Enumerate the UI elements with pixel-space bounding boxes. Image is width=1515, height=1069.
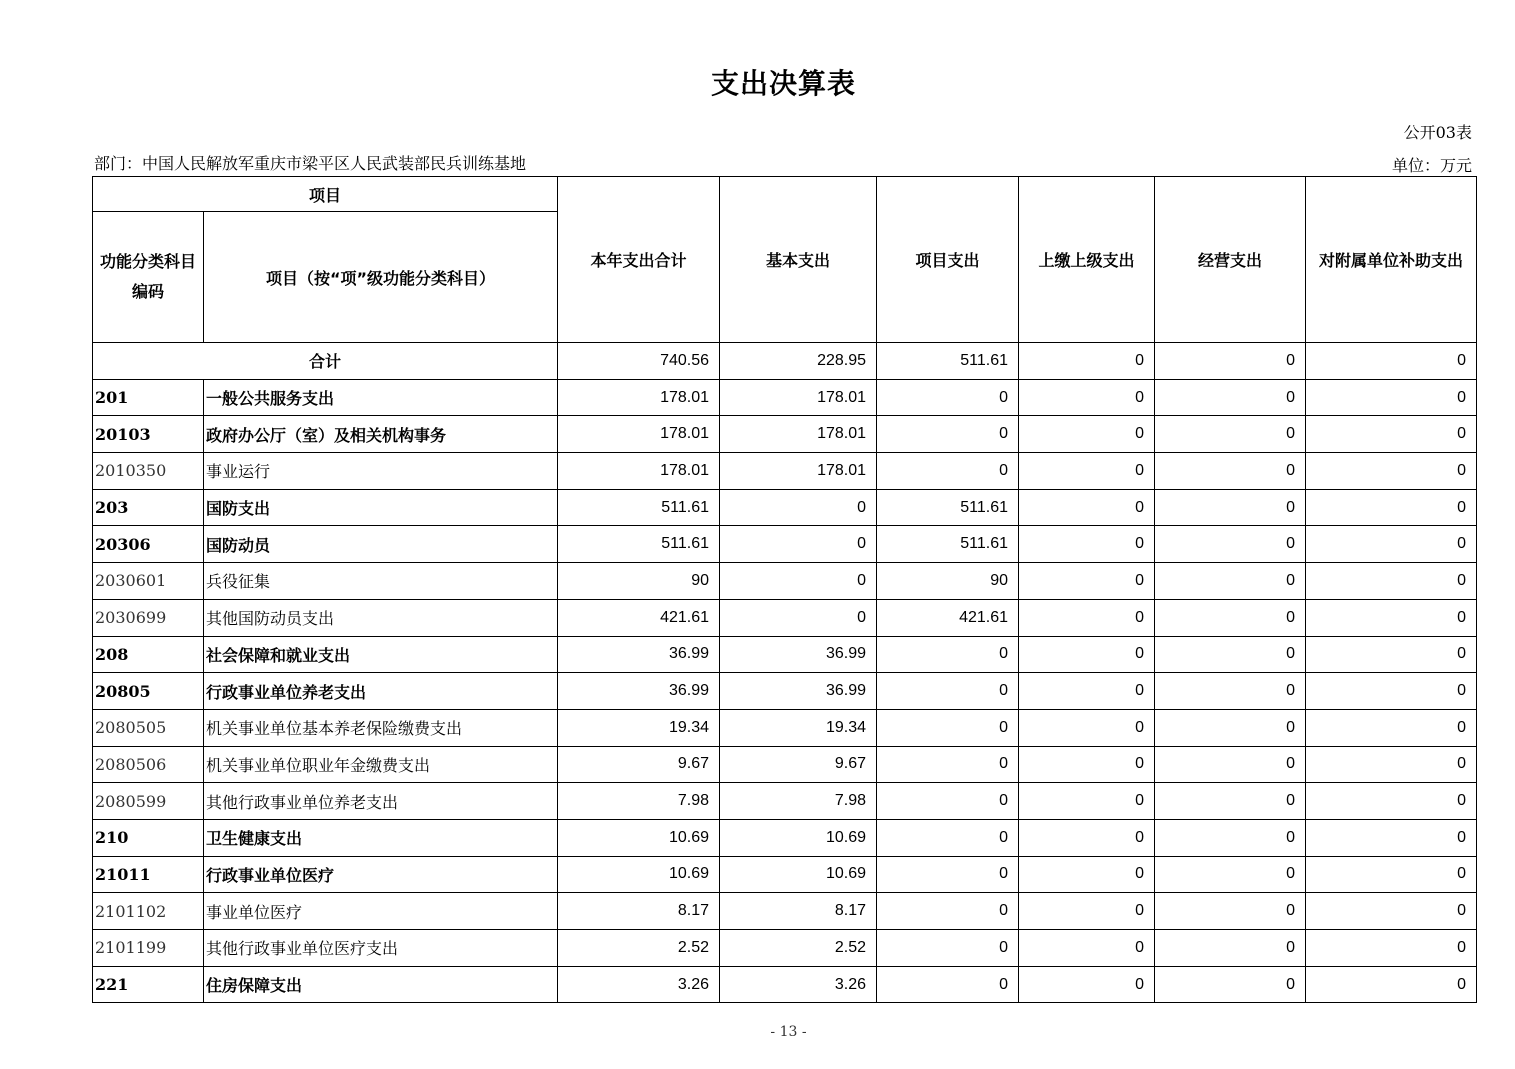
header-project: 项目 — [93, 177, 558, 212]
subsidy-cell: 0 — [1306, 746, 1477, 783]
business-cell: 0 — [1155, 599, 1306, 636]
upper-level-cell: 0 — [1019, 379, 1155, 416]
basic-cell: 9.67 — [720, 746, 877, 783]
function-code-cell: 2080599 — [93, 783, 204, 820]
project-expenditure-cell: 0 — [877, 709, 1019, 746]
business-cell: 0 — [1155, 966, 1306, 1003]
function-code-cell: 2080506 — [93, 746, 204, 783]
subsidy-cell: 0 — [1306, 709, 1477, 746]
page-title: 支出决算表 — [710, 67, 856, 100]
table-row — [93, 930, 1477, 967]
basic-cell: 228.95 — [720, 343, 877, 380]
subsidy-cell: 0 — [1306, 893, 1477, 930]
project-expenditure-cell: 0 — [877, 746, 1019, 783]
total-cell: 7.98 — [558, 783, 720, 820]
header-upper-level: 上缴上级支出 — [1019, 177, 1155, 343]
project-expenditure-cell: 0 — [877, 453, 1019, 490]
function-code-cell: 2080505 — [93, 709, 204, 746]
item-name-cell: 政府办公厅（室）及相关机构事务 — [204, 416, 558, 453]
item-name-cell: 行政事业单位医疗 — [204, 856, 558, 893]
item-name-cell: 其他国防动员支出 — [204, 599, 558, 636]
function-code-cell: 210 — [93, 819, 204, 856]
upper-level-cell: 0 — [1019, 709, 1155, 746]
function-code-cell: 20103 — [93, 416, 204, 453]
basic-cell: 0 — [720, 599, 877, 636]
function-code-cell: 201 — [93, 379, 204, 416]
function-code-cell: 208 — [93, 636, 204, 673]
item-name-cell: 国防支出 — [204, 489, 558, 526]
subsidy-cell: 0 — [1306, 930, 1477, 967]
subsidy-cell: 0 — [1306, 379, 1477, 416]
function-code-cell: 203 — [93, 489, 204, 526]
subsidy-cell: 0 — [1306, 966, 1477, 1003]
function-code-cell: 2101199 — [93, 930, 204, 967]
upper-level-cell: 0 — [1019, 856, 1155, 893]
upper-level-cell: 0 — [1019, 599, 1155, 636]
table-row — [93, 966, 1477, 1003]
table-row — [93, 453, 1477, 490]
total-cell: 511.61 — [558, 489, 720, 526]
upper-level-cell: 0 — [1019, 783, 1155, 820]
subsidy-cell: 0 — [1306, 673, 1477, 710]
business-cell: 0 — [1155, 893, 1306, 930]
table-row — [93, 709, 1477, 746]
item-name-cell: 事业运行 — [204, 453, 558, 490]
function-code-cell: 21011 — [93, 856, 204, 893]
page-number: - 13 - — [770, 1024, 807, 1040]
table-row — [93, 783, 1477, 820]
item-name-cell: 机关事业单位基本养老保险缴费支出 — [204, 709, 558, 746]
subsidy-cell: 0 — [1306, 856, 1477, 893]
project-expenditure-cell: 0 — [877, 636, 1019, 673]
table-row — [93, 379, 1477, 416]
subsidy-cell: 0 — [1306, 819, 1477, 856]
basic-cell: 10.69 — [720, 856, 877, 893]
total-cell: 10.69 — [558, 819, 720, 856]
project-expenditure-cell: 90 — [877, 563, 1019, 600]
subsidy-cell: 0 — [1306, 783, 1477, 820]
business-cell: 0 — [1155, 416, 1306, 453]
basic-cell: 3.26 — [720, 966, 877, 1003]
header-function-code: 功能分类科目编码 — [93, 212, 204, 343]
table-row — [93, 416, 1477, 453]
total-cell: 178.01 — [558, 416, 720, 453]
basic-cell: 2.52 — [720, 930, 877, 967]
table-body — [93, 343, 1477, 1003]
total-cell: 36.99 — [558, 636, 720, 673]
total-cell: 421.61 — [558, 599, 720, 636]
project-expenditure-cell: 0 — [877, 856, 1019, 893]
header-project-expenditure: 项目支出 — [877, 177, 1019, 343]
project-expenditure-cell: 0 — [877, 930, 1019, 967]
header-project-name: 项目（按“项”级功能分类科目） — [204, 212, 558, 343]
upper-level-cell: 0 — [1019, 673, 1155, 710]
upper-level-cell: 0 — [1019, 930, 1155, 967]
project-expenditure-cell: 0 — [877, 893, 1019, 930]
basic-cell: 178.01 — [720, 379, 877, 416]
subsidy-cell: 0 — [1306, 453, 1477, 490]
project-expenditure-cell: 0 — [877, 966, 1019, 1003]
table-row — [93, 599, 1477, 636]
department-label: 部门：中国人民解放军重庆市梁平区人民武装部民兵训练基地 — [94, 154, 527, 173]
business-cell: 0 — [1155, 746, 1306, 783]
item-name-cell: 兵役征集 — [204, 563, 558, 600]
upper-level-cell: 0 — [1019, 966, 1155, 1003]
function-code-cell: 221 — [93, 966, 204, 1003]
table-row — [93, 489, 1477, 526]
basic-cell: 10.69 — [720, 819, 877, 856]
upper-level-cell: 0 — [1019, 343, 1155, 380]
business-cell: 0 — [1155, 709, 1306, 746]
business-cell: 0 — [1155, 819, 1306, 856]
basic-cell: 0 — [720, 526, 877, 563]
item-name-cell: 其他行政事业单位养老支出 — [204, 783, 558, 820]
item-name-cell: 一般公共服务支出 — [204, 379, 558, 416]
basic-cell: 0 — [720, 563, 877, 600]
table-row — [93, 893, 1477, 930]
header-business: 经营支出 — [1155, 177, 1306, 343]
upper-level-cell: 0 — [1019, 636, 1155, 673]
item-name-cell: 卫生健康支出 — [204, 819, 558, 856]
table-row — [93, 819, 1477, 856]
business-cell: 0 — [1155, 636, 1306, 673]
basic-cell: 0 — [720, 489, 877, 526]
table-row — [93, 856, 1477, 893]
total-label: 合计 — [93, 343, 558, 380]
item-name-cell: 国防动员 — [204, 526, 558, 563]
function-code-cell: 2030699 — [93, 599, 204, 636]
basic-cell: 8.17 — [720, 893, 877, 930]
item-name-cell: 其他行政事业单位医疗支出 — [204, 930, 558, 967]
header-basic: 基本支出 — [720, 177, 877, 343]
function-code-cell: 2030601 — [93, 563, 204, 600]
item-name-cell: 事业单位医疗 — [204, 893, 558, 930]
function-code-cell: 2010350 — [93, 453, 204, 490]
business-cell: 0 — [1155, 453, 1306, 490]
business-cell: 0 — [1155, 856, 1306, 893]
business-cell: 0 — [1155, 526, 1306, 563]
total-cell: 511.61 — [558, 526, 720, 563]
basic-cell: 178.01 — [720, 416, 877, 453]
project-expenditure-cell: 0 — [877, 673, 1019, 710]
project-expenditure-cell: 0 — [877, 379, 1019, 416]
business-cell: 0 — [1155, 783, 1306, 820]
project-expenditure-cell: 0 — [877, 416, 1019, 453]
upper-level-cell: 0 — [1019, 563, 1155, 600]
basic-cell: 178.01 — [720, 453, 877, 490]
item-name-cell: 住房保障支出 — [204, 966, 558, 1003]
upper-level-cell: 0 — [1019, 526, 1155, 563]
function-code-cell: 20306 — [93, 526, 204, 563]
total-cell: 740.56 — [558, 343, 720, 380]
subsidy-cell: 0 — [1306, 343, 1477, 380]
total-cell: 3.26 — [558, 966, 720, 1003]
total-cell: 8.17 — [558, 893, 720, 930]
project-expenditure-cell: 0 — [877, 783, 1019, 820]
function-code-cell: 20805 — [93, 673, 204, 710]
unit-label: 单位：万元 — [1391, 156, 1472, 175]
subsidy-cell: 0 — [1306, 636, 1477, 673]
table-row — [93, 673, 1477, 710]
item-name-cell: 机关事业单位职业年金缴费支出 — [204, 746, 558, 783]
basic-cell: 7.98 — [720, 783, 877, 820]
table-row — [93, 563, 1477, 600]
subsidy-cell: 0 — [1306, 416, 1477, 453]
business-cell: 0 — [1155, 930, 1306, 967]
table-code: 公开03表 — [1403, 123, 1472, 142]
upper-level-cell: 0 — [1019, 746, 1155, 783]
table-row — [93, 636, 1477, 673]
project-expenditure-cell: 511.61 — [877, 489, 1019, 526]
basic-cell: 36.99 — [720, 673, 877, 710]
total-cell: 90 — [558, 563, 720, 600]
expenditure-table — [92, 176, 1477, 1003]
project-expenditure-cell: 511.61 — [877, 343, 1019, 380]
total-cell: 2.52 — [558, 930, 720, 967]
upper-level-cell: 0 — [1019, 819, 1155, 856]
business-cell: 0 — [1155, 489, 1306, 526]
total-row — [93, 343, 1477, 380]
total-cell: 10.69 — [558, 856, 720, 893]
business-cell: 0 — [1155, 343, 1306, 380]
total-cell: 178.01 — [558, 379, 720, 416]
business-cell: 0 — [1155, 673, 1306, 710]
business-cell: 0 — [1155, 563, 1306, 600]
business-cell: 0 — [1155, 379, 1306, 416]
subsidy-cell: 0 — [1306, 526, 1477, 563]
header-total: 本年支出合计 — [558, 177, 720, 343]
upper-level-cell: 0 — [1019, 489, 1155, 526]
table-row — [93, 526, 1477, 563]
header-subsidy: 对附属单位补助支出 — [1306, 177, 1477, 343]
upper-level-cell: 0 — [1019, 453, 1155, 490]
function-code-cell: 2101102 — [93, 893, 204, 930]
basic-cell: 19.34 — [720, 709, 877, 746]
project-expenditure-cell: 0 — [877, 819, 1019, 856]
project-expenditure-cell: 421.61 — [877, 599, 1019, 636]
project-expenditure-cell: 511.61 — [877, 526, 1019, 563]
total-cell: 9.67 — [558, 746, 720, 783]
total-cell: 19.34 — [558, 709, 720, 746]
total-cell: 36.99 — [558, 673, 720, 710]
table-row — [93, 746, 1477, 783]
item-name-cell: 行政事业单位养老支出 — [204, 673, 558, 710]
subsidy-cell: 0 — [1306, 563, 1477, 600]
upper-level-cell: 0 — [1019, 416, 1155, 453]
total-cell: 178.01 — [558, 453, 720, 490]
basic-cell: 36.99 — [720, 636, 877, 673]
upper-level-cell: 0 — [1019, 893, 1155, 930]
subsidy-cell: 0 — [1306, 599, 1477, 636]
subsidy-cell: 0 — [1306, 489, 1477, 526]
item-name-cell: 社会保障和就业支出 — [204, 636, 558, 673]
